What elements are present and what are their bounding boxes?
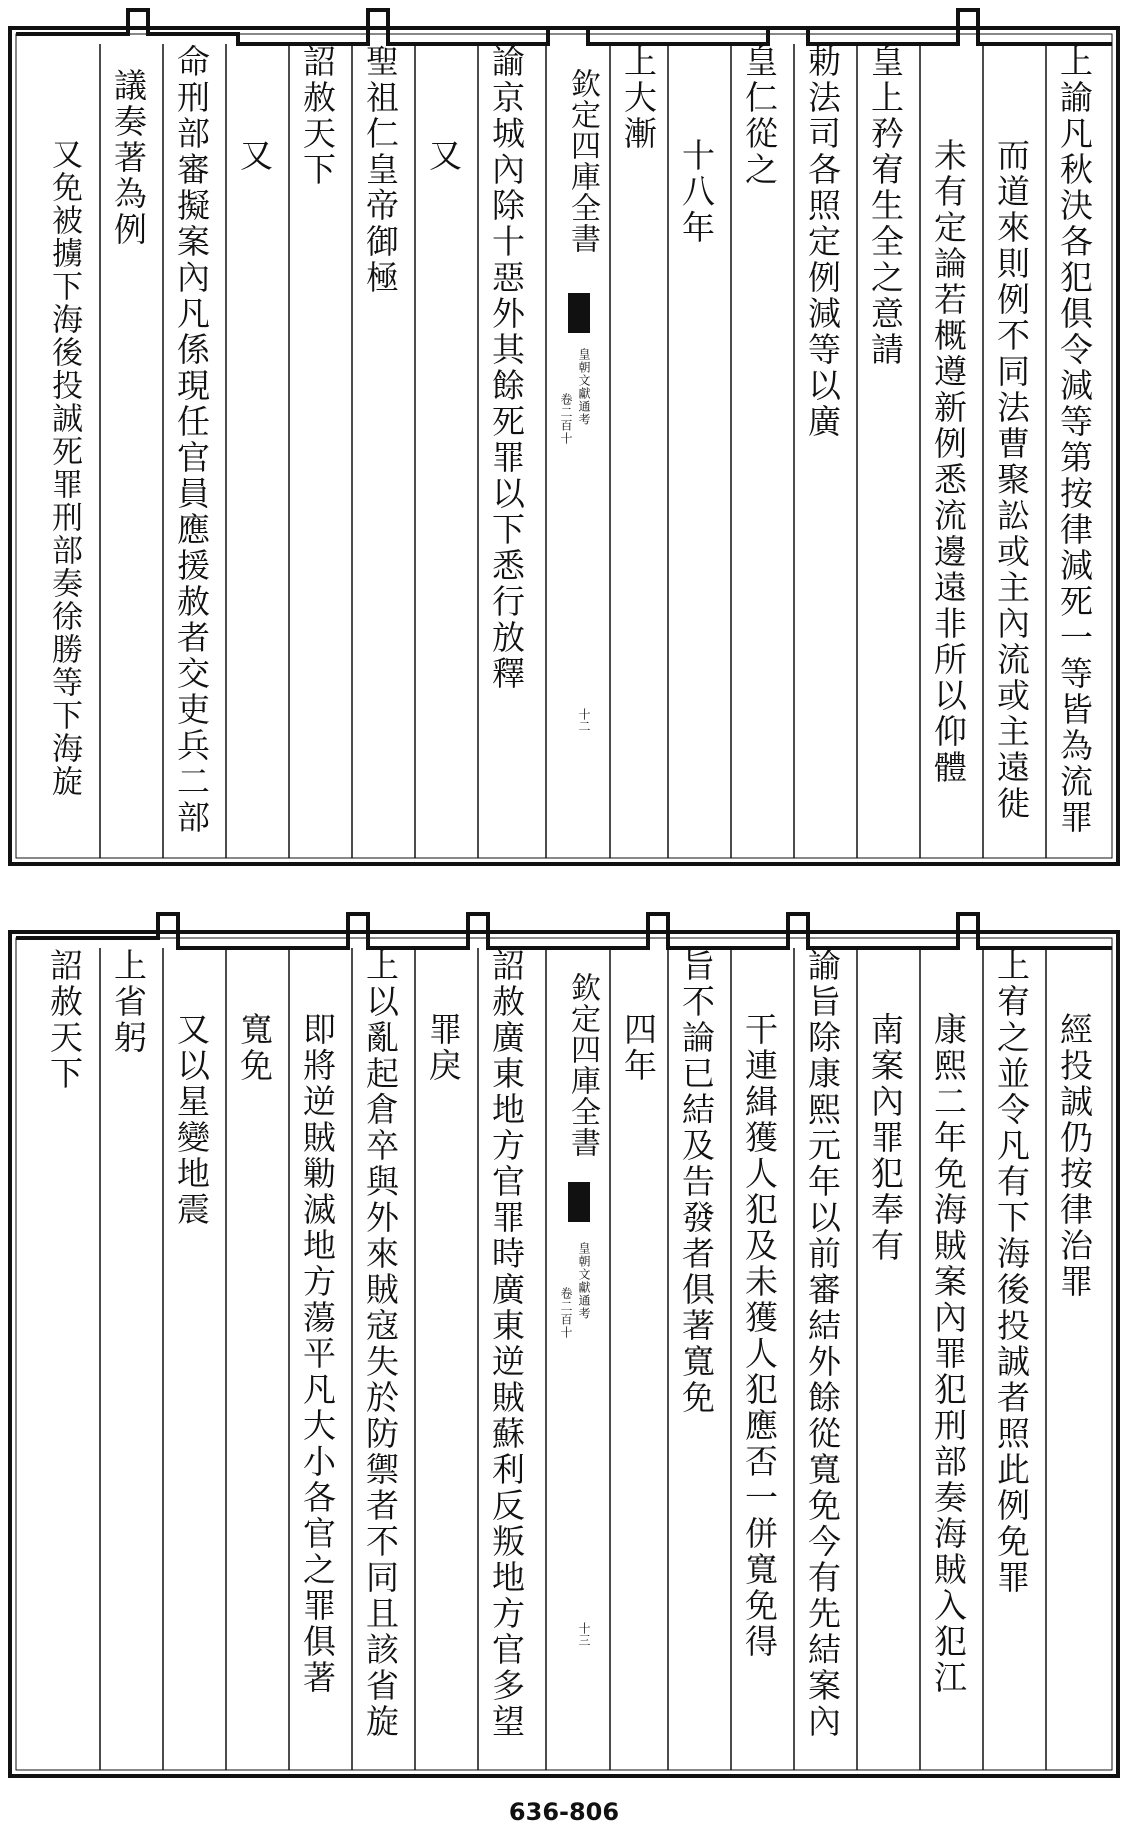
text-column-11: 上以亂起倉卒與外來賊寇失於防禦者不同且該省旋 [361,948,400,1740]
center-leaf: 十二 [577,708,591,732]
text-column-12: 即將逆賊勦滅地方蕩平凡大小各官之罪俱著 [298,1012,337,1696]
text-column-12: 詔赦天下 [298,44,337,188]
center-source: 皇朝文獻通考 [577,348,591,426]
text-column-1: 上諭凡秋決各犯俱令減等第按律減死一等皆為流罪 [1055,44,1094,836]
text-column-9: 諭京城內除十惡外其餘死罪以下悉行放釋 [487,44,526,692]
center-volume: 卷二百十 [559,1287,573,1339]
text-column-13: 又 [235,138,274,174]
bottom-folio [8,912,1120,1778]
text-column-8: 四年 [619,1012,658,1084]
text-column-11: 聖祖仁皇帝御極 [361,44,400,296]
center-title: 欽定四庫全書 [565,972,600,1158]
center-leaf: 十三 [577,1622,591,1646]
text-column-7: 旨不論已結及告發者俱著寬免 [677,948,716,1416]
fishtail-mark [568,293,590,333]
text-column-9: 詔赦廣東地方官罪時廣東逆賊蘇利反叛地方官多望 [487,948,526,1740]
text-column-6: 皇仁從之 [740,44,779,188]
text-column-7: 十八年 [677,138,716,246]
text-column-2: 上宥之並令凡有下海後投誠者照此例免罪 [992,948,1031,1596]
text-column-1: 經投誠仍按律治罪 [1055,1012,1094,1300]
text-column-13: 寬免 [235,1012,274,1084]
text-column-10: 又 [424,138,463,174]
text-column-4: 南案內罪犯奉有 [866,1012,905,1264]
text-column-15: 議奏著為例 [109,68,148,248]
center-volume: 卷二百十 [559,393,573,445]
text-column-15: 上省躬 [109,948,148,1056]
text-column-4: 皇上矜宥生全之意請 [866,44,905,368]
text-column-14: 又以星變地震 [172,1012,211,1228]
text-column-3: 未有定論若概遵新例悉流邊遠非所以仰體 [929,138,968,786]
text-column-6: 干連緝獲人犯及未獲人犯應否一併寬免得 [740,1012,779,1660]
text-column-3: 康熙二年免海賊案內罪犯刑部奏海賊入犯江 [929,1012,968,1696]
text-column-10: 罪戾 [424,1012,463,1084]
center-title: 欽定四庫全書 [565,68,600,254]
text-column-16: 又免被擄下海後投誠死罪刑部奏徐勝等下海旋 [46,138,82,798]
top-folio [8,8,1120,866]
text-column-2: 而道來則例不同法曹聚訟或主內流或主遠徙 [992,138,1031,822]
text-column-16: 詔赦天下 [45,948,84,1092]
center-source: 皇朝文獻通考 [577,1242,591,1320]
text-column-5: 諭旨除康熙元年以前審結外餘從寬免今有先結案內 [803,948,842,1740]
text-column-5: 勅法司各照定例減等以廣 [803,44,842,440]
fishtail-mark [568,1182,590,1222]
text-column-14: 命刑部審擬案內凡係現任官員應援赦者交吏兵二部 [172,44,211,836]
page-number: 636-806 [508,1798,620,1826]
text-column-8: 上大漸 [619,44,658,152]
